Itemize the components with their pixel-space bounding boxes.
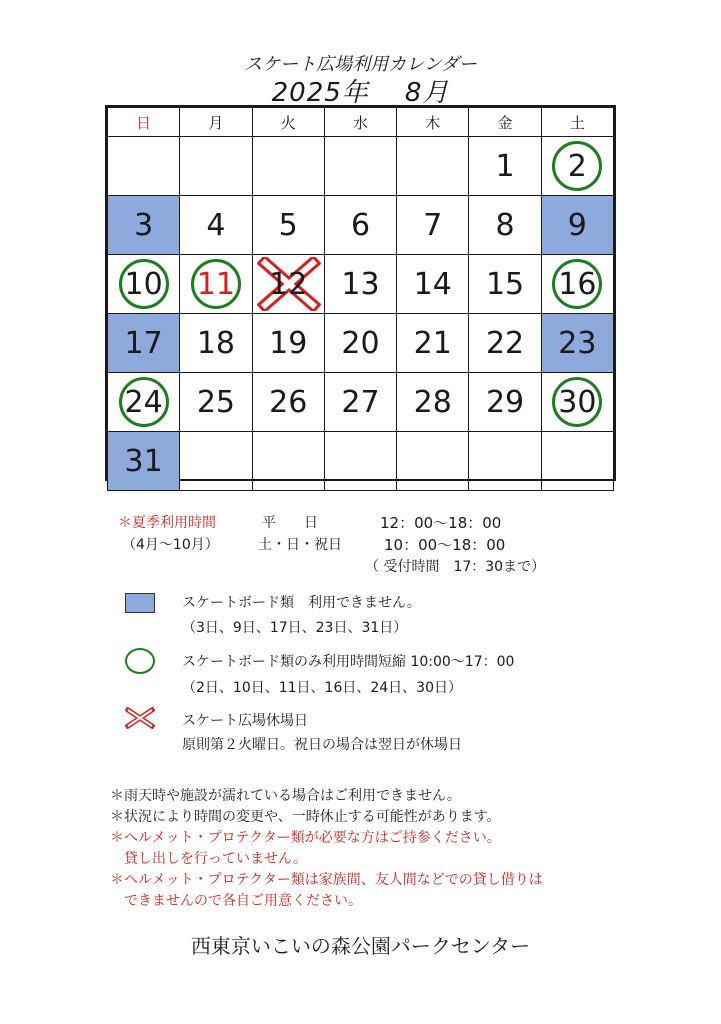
calendar-day [469, 432, 541, 491]
calendar-grid [105, 105, 616, 481]
legend-circle-days: （2日、10日、11日、16日、24日、30日） [182, 680, 462, 696]
day-number: 5 [278, 207, 298, 243]
year-label: 2025年 [271, 78, 369, 108]
calendar-day [324, 196, 396, 255]
calendar-day [180, 314, 252, 373]
calendar-day [469, 373, 541, 432]
weekday-header: 土 [541, 108, 613, 137]
day-number: 4 [206, 207, 226, 243]
calendar-day [324, 255, 396, 314]
day-number: 28 [413, 384, 452, 420]
calendar-week [108, 314, 614, 373]
calendar-day [252, 255, 324, 314]
calendar-day [397, 196, 469, 255]
day-number: 6 [350, 207, 371, 243]
weekday-label: 平 日 [262, 515, 318, 531]
month-label: 8月 [404, 78, 450, 108]
calendar-day [397, 255, 469, 314]
notice-line: ＊ヘルメット・プロテクター類は家族間、友人間などでの貸し借りは [110, 872, 543, 888]
summer-hours-label: ＊夏季利用時間 [118, 515, 216, 531]
calendar-day [180, 255, 252, 314]
day-number: 18 [196, 325, 236, 361]
weekday-header: 火 [252, 108, 324, 137]
day-number: 14 [413, 266, 452, 302]
day-number: 11 [196, 266, 236, 302]
calendar-day [469, 314, 541, 373]
day-number: 13 [341, 266, 380, 302]
legend-cross-title: スケート広場休場日 [182, 713, 308, 729]
day-number: 1 [495, 148, 515, 184]
day-number: 19 [269, 325, 308, 361]
calendar-day [108, 432, 180, 491]
calendar-day [324, 373, 396, 432]
notice-line: 貸し出しを行っていません。 [110, 851, 307, 867]
calendar-day [541, 255, 613, 314]
calendar-day [252, 196, 324, 255]
calendar-day [108, 137, 180, 196]
legend-cross-note: 原則第２火曜日。祝日の場合は翌日が休場日 [182, 737, 462, 753]
day-number: 9 [567, 207, 587, 243]
calendar-title: スケート広場利用カレンダー [244, 54, 477, 75]
day-number: 15 [485, 266, 525, 302]
calendar-day [180, 432, 252, 491]
weekday-header: 月 [180, 108, 252, 137]
calendar-day [541, 137, 613, 196]
day-number: 10 [124, 266, 163, 302]
calendar-month-heading [0, 72, 721, 109]
notice-line: できませんので各自ご用意ください。 [110, 893, 362, 909]
weekday-header: 日 [108, 108, 180, 137]
calendar-day [469, 137, 541, 196]
weekday-header: 木 [397, 108, 469, 137]
legend-blue-title: スケートボード類 利用できません。 [182, 595, 421, 611]
holiday-time: 10：00～18：00 [384, 536, 506, 554]
calendar-day [108, 373, 180, 432]
calendar-day [108, 314, 180, 373]
weekday-header: 水 [324, 108, 396, 137]
calendar-day [541, 196, 613, 255]
legend-blue-swatch [125, 593, 155, 613]
calendar-day [252, 137, 324, 196]
legend-blue-days: （3日、9日、17日、23日、31日） [182, 620, 408, 636]
day-number: 30 [558, 384, 597, 420]
legend-cross-icon [125, 707, 155, 729]
calendar-day [324, 137, 396, 196]
notice-line: ＊状況により時間の変更や、一時休止する可能性があります。 [110, 809, 501, 825]
day-number: 17 [124, 325, 163, 361]
weekday-header: 金 [469, 108, 541, 137]
calendar-day [397, 432, 469, 491]
day-number: 23 [558, 325, 597, 361]
calendar-week [108, 137, 614, 196]
weekday-time: 12：00～18：00 [380, 514, 502, 532]
footer-organization: 西東京いこいの森公園パークセンター [190, 934, 531, 958]
calendar-day [252, 432, 324, 491]
calendar-day [397, 373, 469, 432]
calendar-day [541, 314, 613, 373]
holiday-label: 土・日・祝日 [258, 537, 342, 553]
reception-time: （ 受付時間 17：30まで） [365, 559, 546, 575]
day-number: 27 [341, 384, 380, 420]
legend-circle-icon [125, 648, 155, 674]
calendar-week [108, 196, 614, 255]
day-number: 29 [485, 384, 525, 420]
calendar-day [108, 196, 180, 255]
calendar-day [252, 314, 324, 373]
day-number: 21 [413, 325, 452, 361]
day-number: 3 [134, 207, 154, 243]
day-number: 16 [558, 266, 597, 302]
calendar-day [397, 137, 469, 196]
calendar-week [108, 373, 614, 432]
calendar-day [397, 314, 469, 373]
calendar-day [541, 432, 613, 491]
day-number: 26 [269, 384, 308, 420]
day-number: 12 [269, 266, 308, 302]
day-number: 25 [196, 384, 236, 420]
calendar-day [180, 373, 252, 432]
day-number: 31 [124, 443, 163, 479]
calendar-week [108, 432, 614, 491]
summer-hours-period: （4月～10月） [122, 537, 219, 553]
calendar-day [180, 196, 252, 255]
notice-line: ＊雨天時や施設が濡れている場合はご利用できません。 [110, 788, 461, 804]
notice-line: ＊ヘルメット・プロテクター類が必要な方はご持参ください。 [110, 830, 501, 846]
calendar-day [108, 255, 180, 314]
calendar-day [469, 255, 541, 314]
day-number: 8 [495, 207, 515, 243]
calendar-day [252, 373, 324, 432]
calendar-day [469, 196, 541, 255]
calendar-day [180, 137, 252, 196]
calendar-day [541, 373, 613, 432]
day-number: 24 [124, 384, 163, 420]
legend-circle-title: スケートボード類のみ利用時間短縮 10:00～17：00 [182, 654, 515, 670]
calendar-week [108, 255, 614, 314]
day-number: 22 [485, 325, 525, 361]
day-number: 7 [423, 207, 443, 243]
calendar-day [324, 314, 396, 373]
day-number: 20 [341, 325, 380, 361]
notices-list [110, 786, 543, 912]
calendar-day [324, 432, 396, 491]
day-number: 2 [567, 148, 587, 184]
